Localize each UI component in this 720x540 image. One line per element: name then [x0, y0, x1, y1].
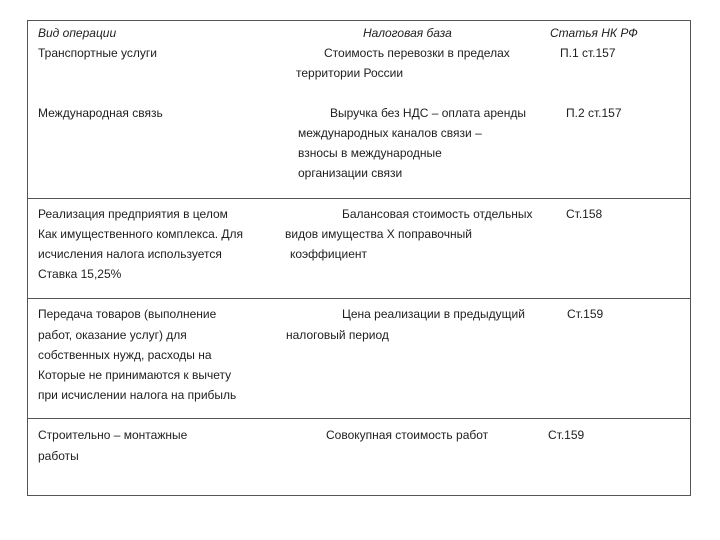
row3-base-line1: Балансовая стоимость отдельных [342, 207, 533, 221]
row4-operation-line4: Которые не принимаются к вычету [38, 368, 232, 382]
header-operation: Вид операции [38, 26, 117, 40]
table-row-divider [27, 298, 691, 299]
row3-operation-line3: исчисления налога используется [38, 247, 222, 261]
row3-article: Ст.158 [566, 207, 603, 221]
table-row-divider [27, 198, 691, 199]
table-top-border [27, 20, 691, 21]
row3-base-line3: коэффициент [290, 247, 368, 261]
row1-base-line2: территории России [296, 66, 404, 80]
row4-operation-line5: при исчислении налога на прибыль [38, 388, 237, 402]
row4-operation-line2: работ, оказание услуг) для [38, 328, 187, 342]
row4-operation-line1: Передача товаров (выполнение [38, 307, 217, 321]
row4-base-line1: Цена реализации в предыдущий [342, 307, 525, 321]
row5-operation-line1: Строительно – монтажные [38, 428, 188, 442]
row5-operation-line2: работы [38, 449, 79, 463]
row3-operation-line4: Ставка 15,25% [38, 267, 122, 281]
row2-base-line2: международных каналов связи – [298, 126, 482, 140]
header-tax-base: Налоговая база [363, 26, 452, 40]
row3-operation-line2: Как имущественного комплекса. Для [38, 227, 244, 241]
table-bottom-border [27, 495, 691, 496]
row4-article: Ст.159 [567, 307, 604, 321]
row1-base-line1: Стоимость перевозки в пределах [324, 46, 510, 60]
row2-base-line4: организации связи [298, 166, 403, 180]
row5-article: Ст.159 [548, 428, 585, 442]
row1-operation: Транспортные услуги [38, 46, 157, 60]
row4-operation-line3: собственных нужд, расходы на [38, 348, 212, 362]
table-left-border [27, 20, 28, 496]
table-row-divider [27, 418, 691, 419]
header-article: Статья НК РФ [550, 26, 638, 40]
row3-base-line2: видов имущества Х поправочный [285, 227, 472, 241]
row2-article: П.2 ст.157 [566, 106, 622, 120]
table-right-border [690, 20, 691, 496]
row4-base-line2: налоговый период [286, 328, 389, 342]
row2-base-line3: взносы в международные [298, 146, 442, 160]
row5-base-line1: Совокупная стоимость работ [326, 428, 489, 442]
row3-operation-line1: Реализация предприятия в целом [38, 207, 228, 221]
row2-base-line1: Выручка без НДС – оплата аренды [330, 106, 526, 120]
row1-article: П.1 ст.157 [560, 46, 616, 60]
row2-operation: Международная связь [38, 106, 163, 120]
